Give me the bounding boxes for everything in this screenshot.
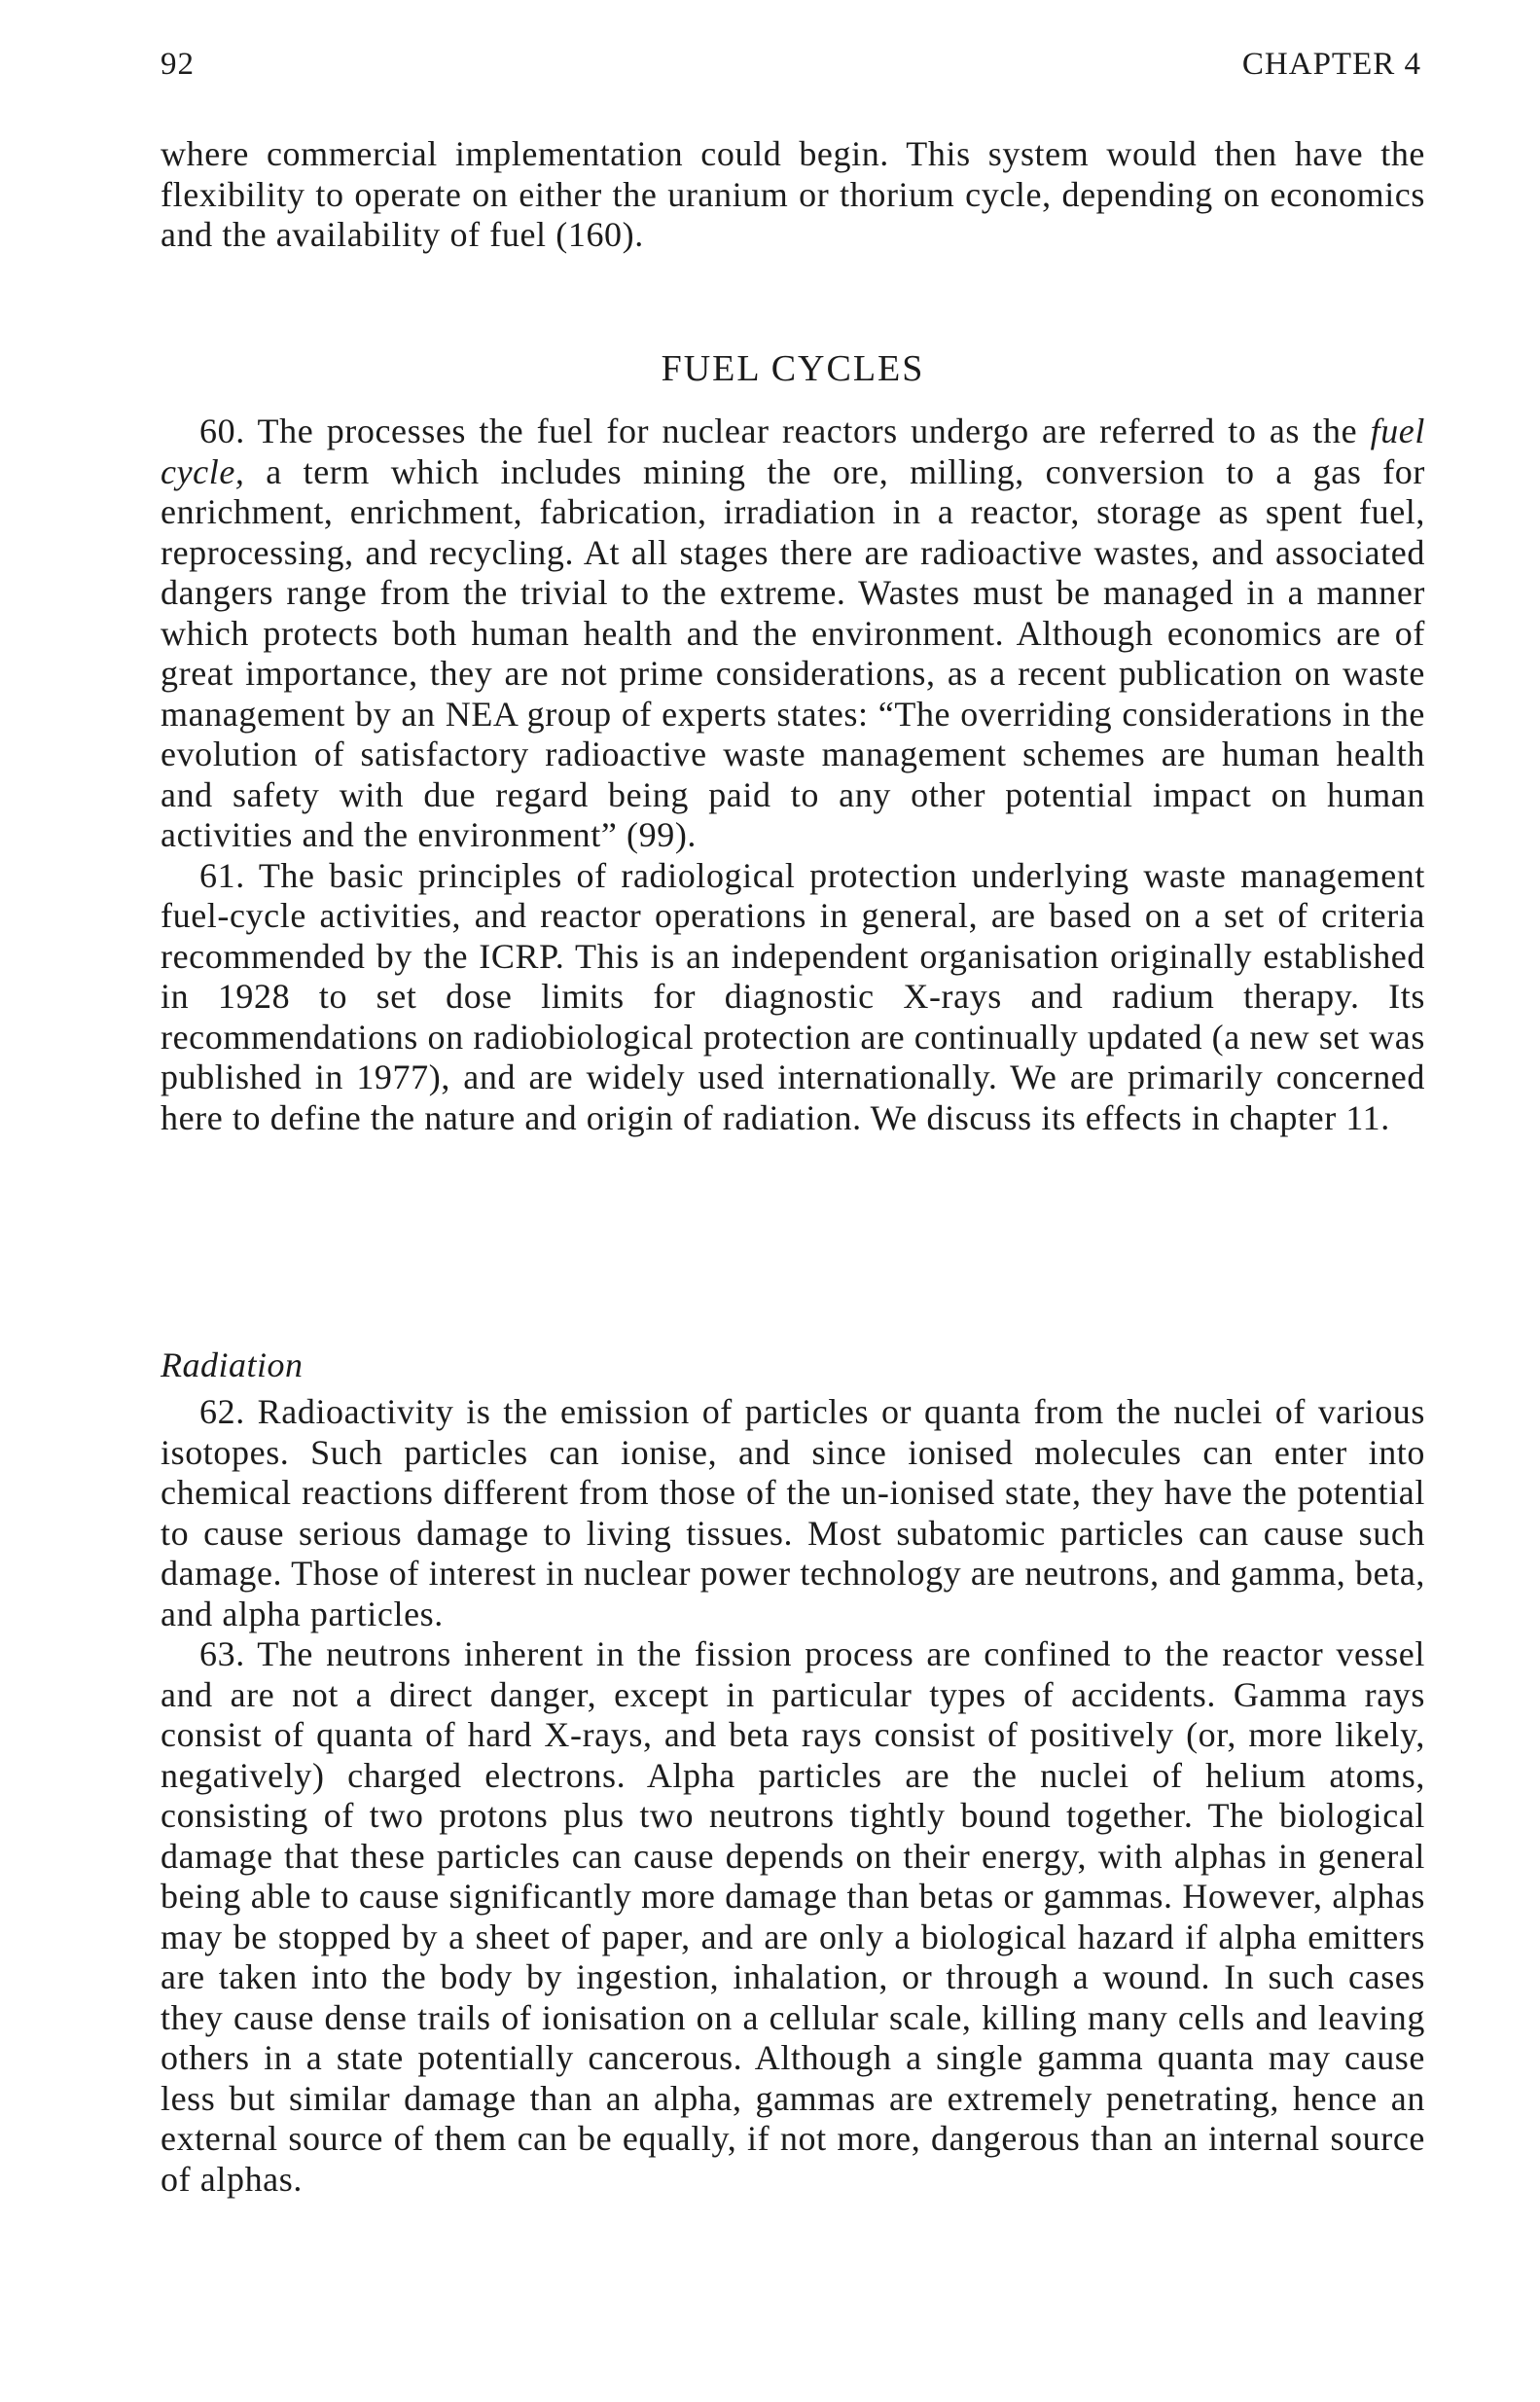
section-heading: FUEL CYCLES <box>661 348 925 389</box>
page-number: 92 <box>161 47 195 82</box>
paragraph-62: 62. Radioactivity is the emission of particles or quanta from the nuclei of various isotopes. Such particles can ionise, and since ionised molecules can enter into chemical reactions different from those of the un-ionised state, they have the potential to cause serious damage to living tissues. Most subatomic particles can cause such damage. Those of interest in nuclear power technology are neutrons, and gamma, beta, and alpha particles. <box>161 1392 1425 1633</box>
paragraph-63: 63. The neutrons inherent in the fission process are confined to the reactor vessel and are not a direct danger, except in particular types of accidents. Gamma rays consist of quanta of hard X-rays, and beta rays consist of positively (or, more likely, negatively) charged electrons. Alpha particles are the nuclei of helium atoms, consisting of two protons plus two neutrons tightly bound together. The biological damage that these particles can cause depends on their energy, with alphas in general being able to cause significantly more damage than betas or gammas. However, alphas may be stopped by a sheet of paper, and are only a biological hazard if alpha emitters are taken into the body by ingestion, inhalation, or through a wound. In such cases they cause dense trails of ionisation on a cellular scale, killing many cells and leaving others in a state potentially cancerous. Although a single gamma quanta may cause less but similar damage than an alpha, gammas are extremely penetrating, hence an external source of them can be equally, if not more, dangerous than an internal source of alphas. <box>161 1634 1425 2199</box>
paragraph-60-term: fuel cycle, <box>161 412 1425 491</box>
paragraph-60-lead: 60. The processes the fuel for nuclear reactors undergo are referred to as the <box>199 412 1371 450</box>
paragraph-60-rest: a term which includes mining the ore, milling, conversion to a gas for enrichment, enrichment, fabrication, irradiation in a reactor, storage as spent fuel, reprocessing, and recycling. At all stages there are radioactive wastes, and associated dangers range from the trivial to the extreme. Wastes must be managed in a manner which protects both human health and the environment. Although economics are of great importance, they are not prime considerations, as a recent publication on waste management by an NEA group of experts states: “The overriding considerations in the evolution of satisfactory radioactive waste management schemes are human health and safety with due regard being paid to any other potential impact on human activities and the environment” (99). <box>161 451 1425 854</box>
fuel-cycles-section <box>161 412 1425 1138</box>
chapter-label: CHAPTER 4 <box>1241 47 1421 82</box>
subsection-heading: Radiation <box>161 1345 304 1384</box>
radiation-section <box>161 1392 1425 2200</box>
running-header <box>161 47 1421 83</box>
intro-block <box>161 134 1425 256</box>
intro-paragraph: where commercial implementation could begin. This system would then have the flexibility to operate on either the uranium or thorium cycle, depending on economics and the availability of fuel (160). <box>161 134 1425 254</box>
paragraph-60 <box>161 412 1425 856</box>
paragraph-61: 61. The basic principles of radiological protection underlying waste management fuel-cycle activities, and reactor operations in general, are based on a set of criteria recommended by the ICRP. This is an independent organisation originally established in 1928 to set dose limits for diagnostic X-rays and radium therapy. Its recommendations on radiobiological protection are continually updated (a new set was published in 1977), and are widely used internationally. We are primarily concerned here to define the nature and origin of radiation. We discuss its effects in chapter 11. <box>161 855 1425 1137</box>
